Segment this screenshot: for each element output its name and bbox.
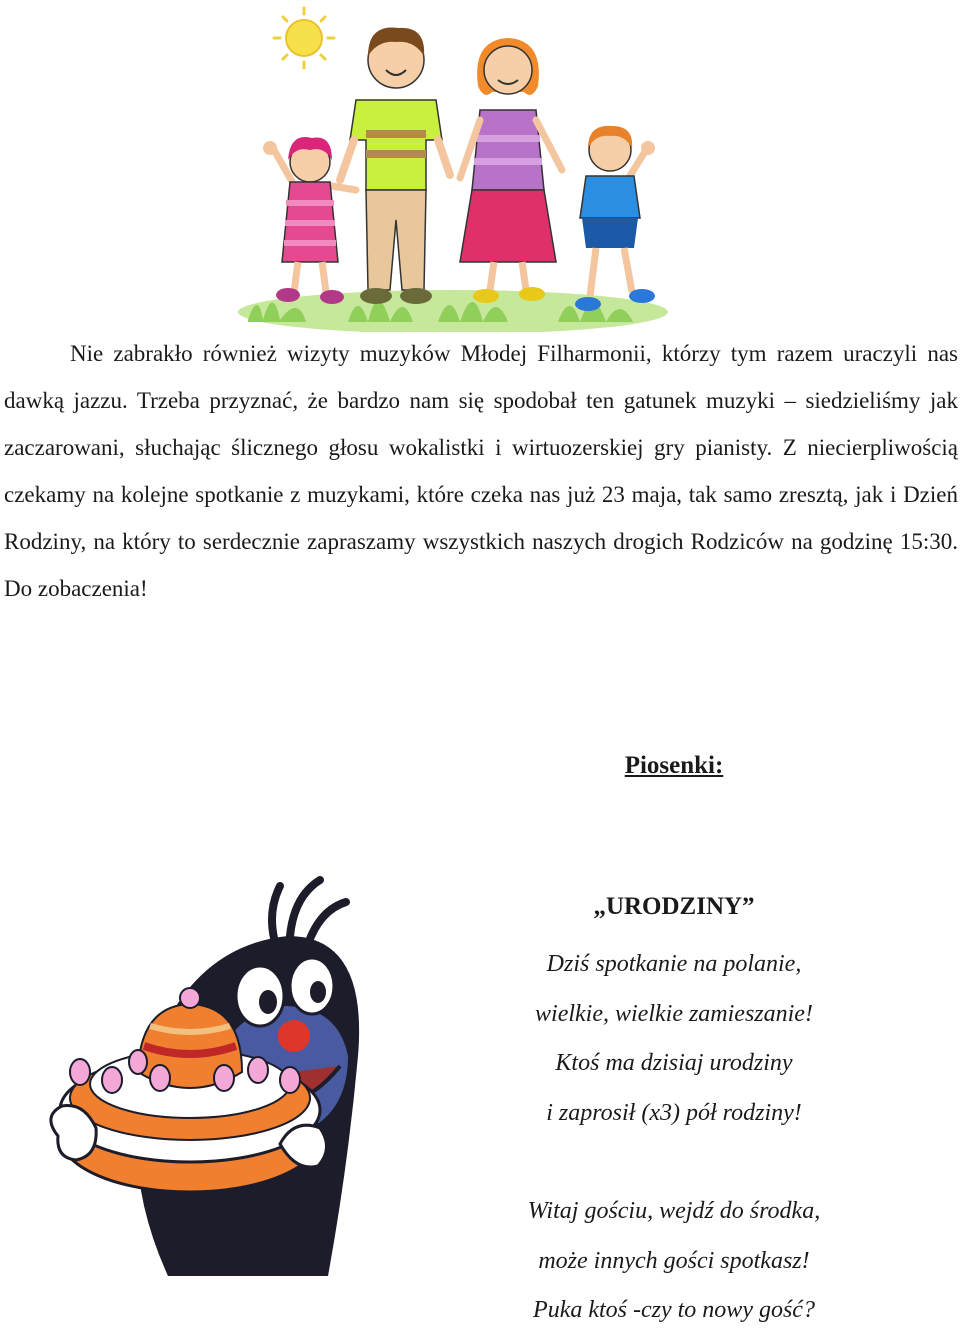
boy-figure [575,126,655,311]
body-paragraph: Nie zabrakło również wizyty muzyków Młodej Filharmonii, którzy tym razem uraczyli nas dawką jazzu. Trzeba przyznać, że bardzo nam się spodobał ten gatunek muzyki – siedzieliśmy jak zaczarowani, słuchając ślicznego głosu wokalistki i wirtuozerskiej gry pianisty. Z niecierpliwością czekamy na kolejne spotkanie z muzykami, które czeka nas już 23 maja, tak samo zresztą, jak i Dzień Rodziny, na który to serdecznie zapraszamy wszystkich naszych drogich Rodziców na godzinę 15:30. Do zobaczenia! [4,341,958,601]
stanza-gap [470,1138,878,1187]
family-illustration [228,0,678,332]
songs-heading: Piosenki: [624,752,724,779]
dad-figure [340,28,450,304]
lyric-line: Dziś spotkanie na polanie, [546,951,802,977]
girl-figure [263,137,356,304]
song-lyrics [470,940,878,1336]
mole-hair-icon [272,880,346,944]
lyric-line: Witaj gościu, wejdź do środka, [527,1198,821,1224]
lyric-line: może innych gości spotkasz! [538,1247,810,1274]
lyric-line: Puka ktoś -czy to nowy gość? [533,1297,815,1323]
sun-icon [274,8,334,68]
grass-icon [238,290,668,332]
lyric-line: wielkie, wielkie zamieszanie! [535,1000,813,1027]
mole-nose-icon [278,1020,310,1052]
lyric-line: Ktoś ma dzisiaj urodziny [555,1050,793,1076]
lyric-line: i zaprosił (x3) pół rodziny! [546,1099,802,1126]
song-title: „URODZINY” [593,893,755,920]
mole-with-cake-illustration [28,866,373,1288]
mom-figure [460,38,562,303]
